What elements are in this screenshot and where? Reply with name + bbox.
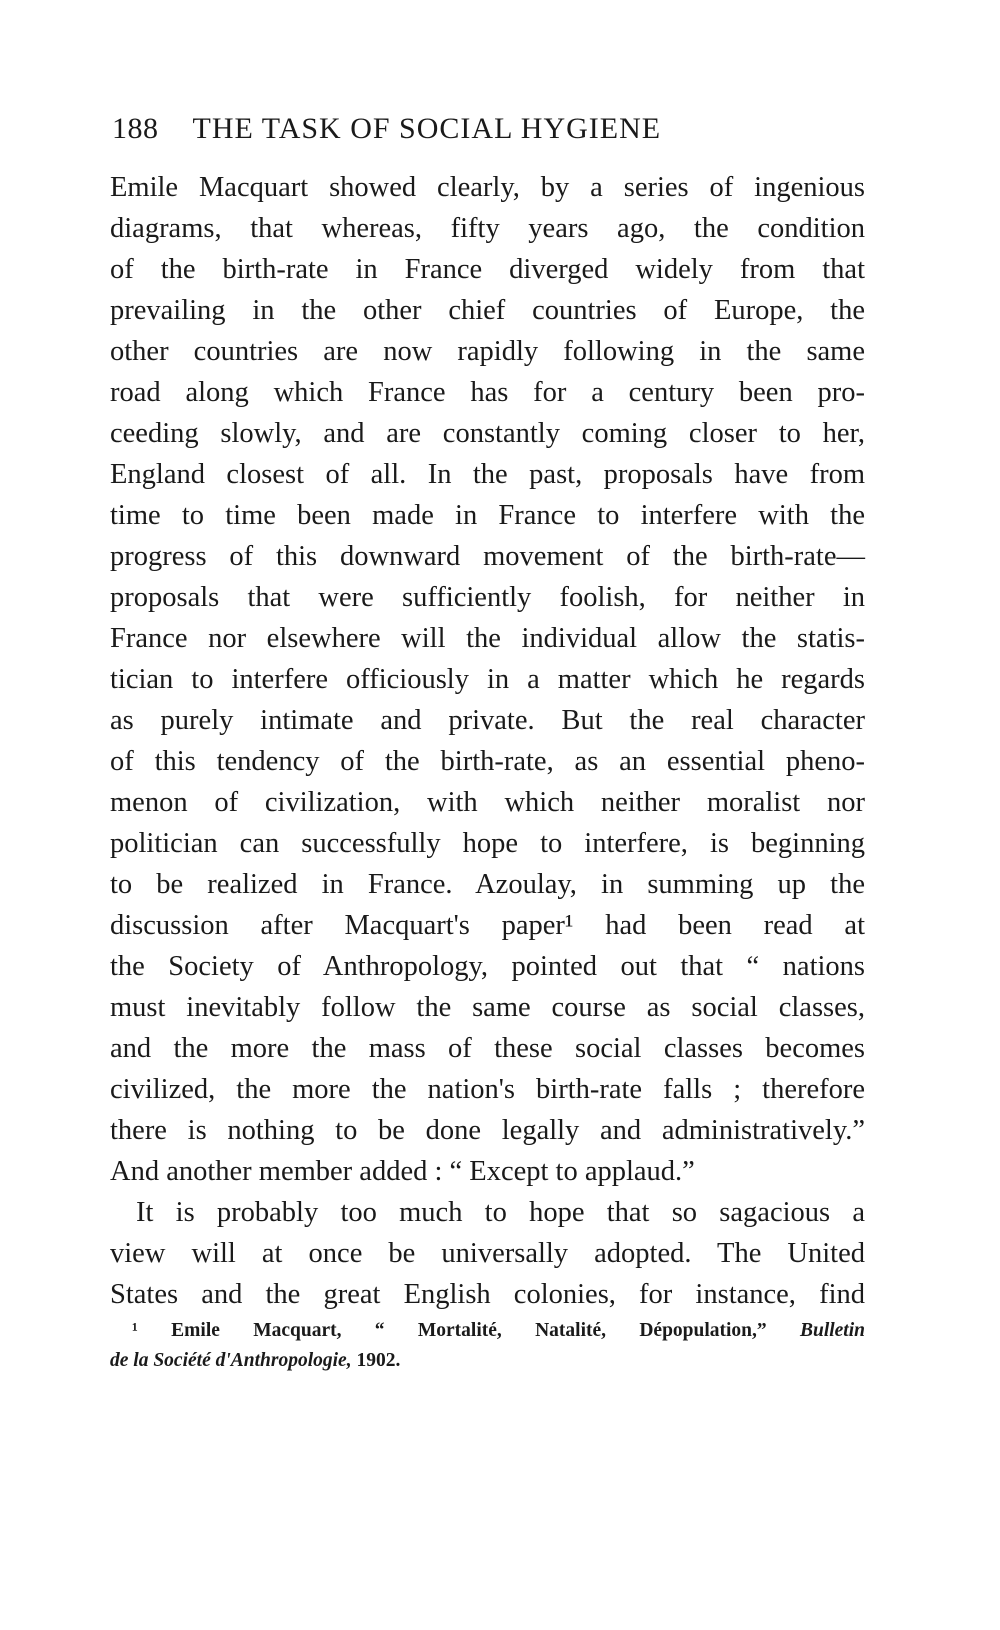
text-line: And another member added : “ Except to applaud.” [110,1156,695,1187]
page-number: 188 [112,112,159,145]
text-line: time to time been made in France to interfere with the [110,500,865,531]
footnote-italic: de la Société d'Anthropologie, [110,1350,352,1371]
text-line: other countries are now rapidly following in the same [110,336,865,367]
text-line: England closest of all. In the past, proposals have from [110,459,865,490]
text-line: proposals that were sufficiently foolish, for neither in [110,582,865,613]
footnote [110,1316,865,1376]
footnote-italic: Bulletin [799,1320,865,1341]
footnote-text: ¹ Emile Macquart, “ Mortalité, Natalité, Dépopulation,” [132,1320,800,1341]
footnote-line [110,1316,865,1346]
text-line: as purely intimate and private. But the real character [110,705,865,736]
text-line: civilized, the more the nation's birth-rate falls ; therefore [110,1074,865,1105]
text-line: discussion after Macquart's paper¹ had been read at [110,910,865,941]
text-line: view will at once be universally adopted. The United [110,1238,865,1269]
text-line: to be realized in France. Azoulay, in summing up the [110,869,865,900]
text-line: diagrams, that whereas, fifty years ago, the condition [110,213,865,244]
footnote-line [110,1346,865,1376]
text-line: ceeding slowly, and are constantly coming closer to her, [110,418,865,449]
text-line: and the more the mass of these social classes becomes [110,1033,865,1064]
text-line: of the birth-rate in France diverged widely from that [110,254,865,285]
text-line: France nor elsewhere will the individual allow the statis- [110,623,865,654]
text-line: States and the great English colonies, for instance, find [110,1279,865,1310]
text-line: must inevitably follow the same course as social classes, [110,992,865,1023]
text-line: Emile Macquart showed clearly, by a series of ingenious [110,172,865,203]
text-line: progress of this downward movement of the birth-rate— [110,541,865,572]
text-line: there is nothing to be done legally and administratively.” [110,1115,865,1146]
page-header [112,112,872,152]
text-line: menon of civilization, with which neither moralist nor [110,787,865,818]
footnote-text: 1902. [351,1350,401,1371]
text-line: of this tendency of the birth-rate, as an essential pheno- [110,746,865,777]
text-line: politician can successfully hope to interfere, is beginning [110,828,865,859]
body-text [110,167,865,1315]
text-line: the Society of Anthropology, pointed out that “ nations [110,951,865,982]
running-head: THE TASK OF SOCIAL HYGIENE [192,112,662,145]
text-line: road along which France has for a century been pro- [110,377,865,408]
paragraph-start-line: It is probably too much to hope that so sagacious a [136,1197,865,1228]
text-line: tician to interfere officiously in a matter which he regards [110,664,865,695]
text-line: prevailing in the other chief countries of Europe, the [110,295,865,326]
